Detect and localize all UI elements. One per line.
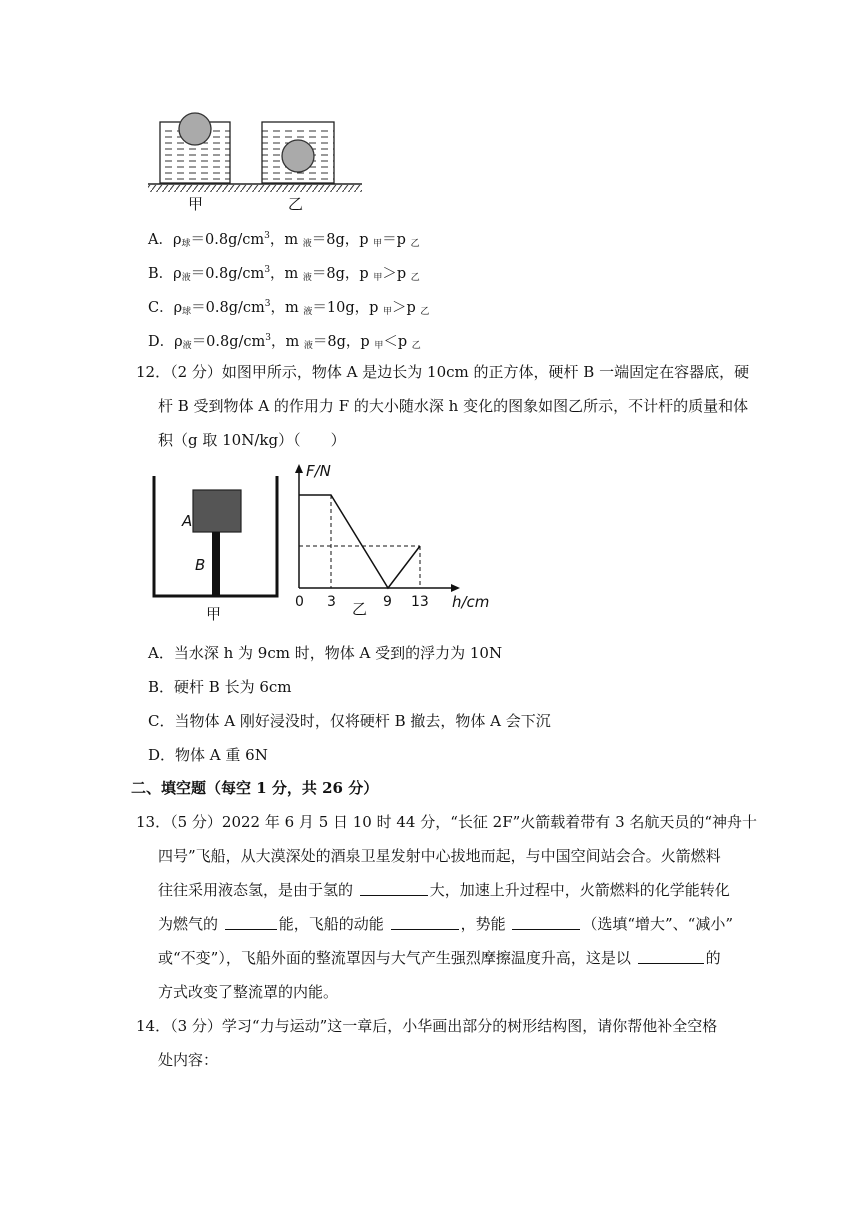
q13-line5: 或“不变”），飞船外面的整流罩因与大气产生强烈摩擦温度升高，这是以 的 (158, 949, 721, 967)
q12-stem-line1: 12．（2 分）如图甲所示，物体 A 是边长为 10cm 的正方体，硬杆 B 一端固定在容器底，硬 (136, 363, 750, 381)
section-heading: 二、填空题（每空 1 分，共 26 分） (131, 779, 379, 797)
q12-stem-line3: 积（g 取 10N/kg）（ ） (158, 431, 346, 449)
x-axis-arrow (451, 584, 460, 592)
tick-9: 9 (383, 594, 392, 610)
q13-line2: 四号”飞船，从大漠深处的酒泉卫星发射中心拔地而起，与中国空间站会合。火箭燃料 (158, 847, 721, 865)
block-a (193, 490, 241, 532)
blank-5[interactable] (638, 951, 704, 964)
blank-3[interactable] (391, 917, 459, 930)
q12-option-a[interactable]: A．当水深 h 为 9cm 时，物体 A 受到的浮力为 10N (148, 644, 503, 662)
q12-option-c[interactable]: C．当物体 A 刚好浸没时，仅将硬杆 B 撤去，物体 A 会下沉 (148, 712, 551, 730)
ball-jia (179, 113, 211, 145)
h-axis-label: h/cm (452, 593, 490, 611)
q11-option-d[interactable]: D．$\rho_液=0.8g/cm^3$，m $_液$＝8g，p $_甲$＜p $_乙$ (148, 333, 421, 351)
block-a-label: A (182, 512, 193, 530)
beaker-label-yi: 乙 (288, 195, 304, 213)
q14-line1: 14．（3 分）学习“力与运动”这一章后，小华画出部分的树形结构图，请你帮他补全空格 (136, 1017, 718, 1035)
f-axis-label: F/N (306, 462, 331, 480)
blank-2[interactable] (225, 917, 277, 930)
blank-1[interactable] (360, 883, 428, 896)
q11-option-c[interactable]: C．$\rho_球=0.8g/cm^3$，m $_液$＝10g，p $_甲$＞p $_乙$ (148, 299, 430, 317)
beaker-label-jia: 甲 (188, 195, 204, 213)
figure-label-jia: 甲 (206, 605, 222, 623)
q12-option-d[interactable]: D．物体 A 重 6N (148, 746, 268, 764)
q14-line2: 处内容： (158, 1051, 219, 1069)
graph-line (299, 495, 420, 588)
figure-container-jia (148, 468, 283, 603)
figure-beakers (140, 110, 380, 215)
tick-0: 0 (295, 594, 304, 610)
q13-line3: 往往采用液态氢，是由于氢的 大，加速上升过程中，火箭燃料的化学能转化 (158, 881, 730, 899)
q11-option-b[interactable]: B．$\rho_液=0.8g/cm^3$，m $_液$＝8g，p $_甲$＞p $_乙$ (148, 265, 420, 283)
q11-option-a[interactable]: A．$\rho_球=0.8g/cm^3$，m $_液$＝8g，p $_甲$＝p $_乙$ (148, 231, 420, 249)
tick-13: 13 (411, 594, 429, 610)
tick-3: 3 (327, 594, 336, 610)
q12-option-b[interactable]: B．硬杆 B 长为 6cm (148, 678, 292, 696)
rod-b-label: B (195, 556, 206, 574)
blank-4[interactable] (512, 917, 580, 930)
q13-line1: 13．（5 分）2022 年 6 月 5 日 10 时 44 分，“长征 2F”火箭载着带有 3 名航天员的“神舟十 (136, 813, 758, 831)
rod-b (212, 532, 220, 596)
figure-label-yi: 乙 (352, 600, 368, 618)
q12-stem-line2: 杆 B 受到物体 A 的作用力 F 的大小随水深 h 变化的图象如图乙所示，不计杆的质量和体 (158, 397, 749, 415)
y-axis-arrow (295, 464, 303, 473)
q13-line6: 方式改变了整流罩的内能。 (158, 983, 339, 1001)
q13-line4: 为燃气的 能，飞船的动能 ，势能 （选填“增大”、“减小” (158, 915, 734, 933)
ground-hatch (148, 185, 362, 192)
figure-graph-yi (285, 462, 470, 597)
ball-yi (282, 140, 314, 172)
